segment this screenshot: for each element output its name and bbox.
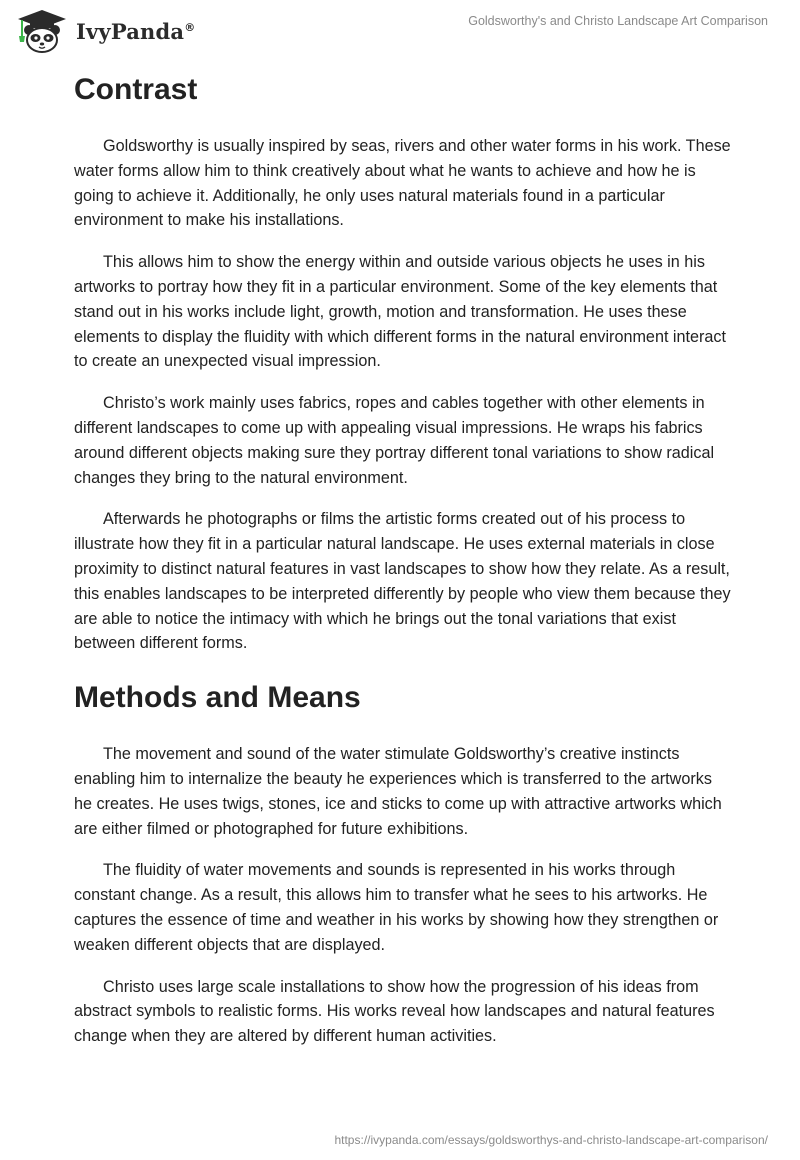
section-heading-methods-and-means: Methods and Means — [74, 681, 361, 715]
registered-mark: ® — [184, 20, 196, 34]
paragraph: The fluidity of water movements and sounds is represented in his works through constant change. As a result, this allows him to transfer what he sees to his artworks. He captures the essence of time and weather in his works by showing how they strengthen or weaken different objects that are displayed. — [74, 861, 719, 954]
paragraph: Christo uses large scale installations to show how the progression of his ideas from abstract symbols to realistic forms. His works reveal how landscapes and natural features change when they are altered by different human activities. — [74, 977, 715, 1046]
paragraph: Goldsworthy is usually inspired by seas, rivers and other water forms in his work. These water forms allow him to think creatively about what he wants to achieve and how he is going to achieve it. Additionally, he only uses natural materials found in a particular environment to make his installations. — [74, 137, 731, 230]
source-url[interactable]: https://ivypanda.com/essays/goldsworthys-and-christo-landscape-art-comparison/ — [334, 1133, 768, 1147]
section-heading-contrast: Contrast — [74, 73, 198, 106]
panda-graduate-icon — [14, 8, 70, 54]
logo-text: IvyPanda® — [76, 18, 196, 44]
paragraph: This allows him to show the energy within and outside various objects he uses in his artworks to portray how they fit in a particular environment. Some of the key elements that stand out in his works include light, growth, motion and transformation. He uses these elements to display the fluidity with which different forms in the natural environment interact to create an unexpected visual impression. — [74, 253, 727, 371]
page-header — [0, 0, 800, 60]
ivypanda-logo[interactable] — [14, 8, 195, 54]
document-title: Goldsworthy's and Christo Landscape Art Comparison — [468, 14, 768, 28]
paragraph: The movement and sound of the water stimulate Goldsworthy’s creative instincts enabling him to internalize the beauty he experiences which is transferred to the artworks he creates. He uses twigs, stones, ice and sticks to come up with attractive artworks which are either filmed or photographed for future exhibitions. — [74, 745, 722, 838]
essay-content — [74, 70, 734, 1066]
paragraph: Afterwards he photographs or films the artistic forms created out of his process to illustrate how they fit in a particular natural landscape. He uses external materials in close proximity to distinct natural features in vast landscapes to show how they relate. As a result, this enables landscapes to be interpreted differently by people who view them because they are able to notice the intimacy with which he brings out the tonal variations that exist between different forms. — [74, 510, 731, 653]
paragraph: Christo’s work mainly uses fabrics, ropes and cables together with other elements in different landscapes to come up with appealing visual impressions. He wraps his fabrics around different objects making sure they portray different tonal variations to show radical changes they bring to the natural environment. — [74, 394, 715, 487]
